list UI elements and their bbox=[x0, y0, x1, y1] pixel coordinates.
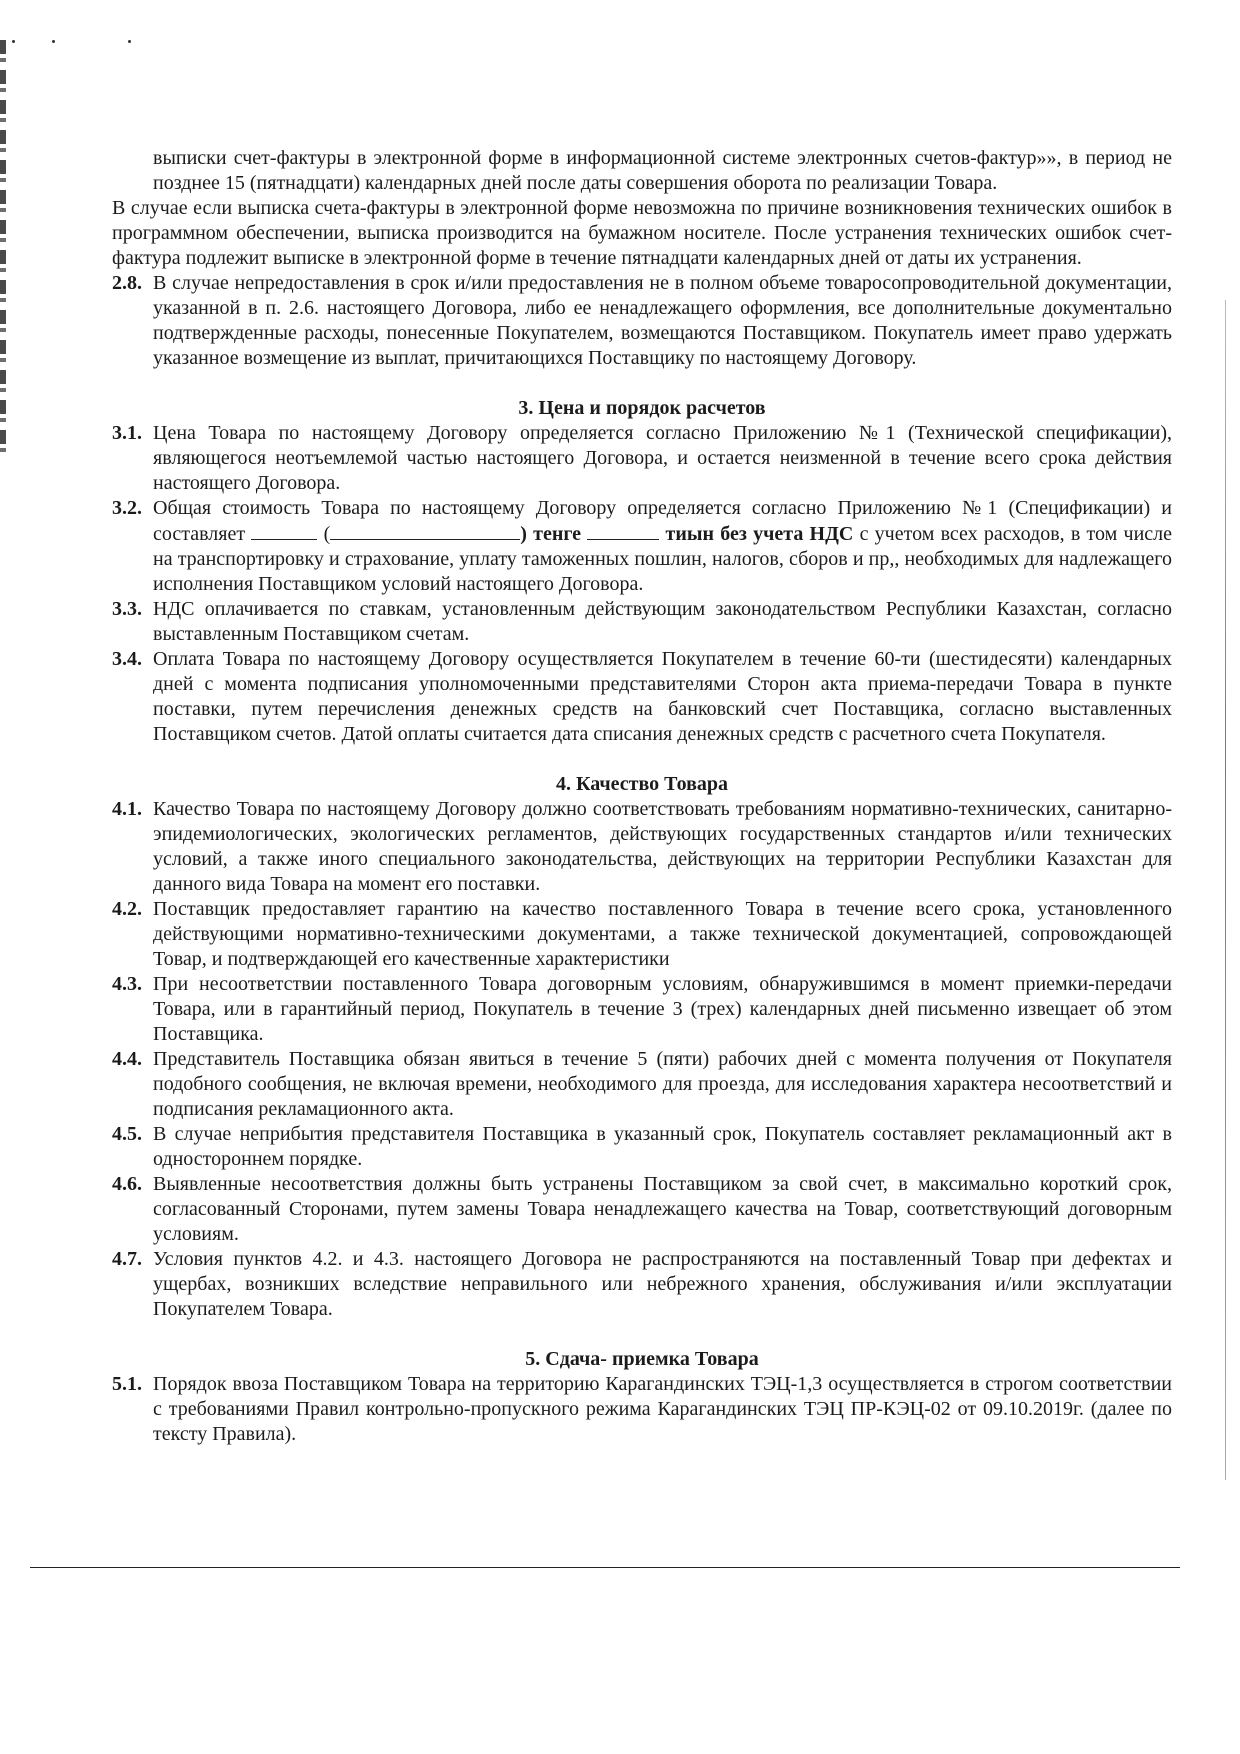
clause-number: 4.3. bbox=[112, 973, 142, 995]
clause-text: с учетом всех расходов, в том числе на транспортировку и страхование, уплату таможенных пошлин, налогов, сборов и пр,, необходимых для надлежащего исполнения Поставщиком условий настоящего Договора. bbox=[153, 523, 1173, 595]
clause-4-3 bbox=[112, 972, 1172, 1047]
document-page bbox=[112, 146, 1172, 1447]
scan-strike-line bbox=[30, 1567, 1180, 1568]
currency-label: ) тенге bbox=[520, 523, 582, 545]
clause-text: Поставщик предоставляет гарантию на качество поставленного Товара в течение всего срока, установленного действующими нормативно-техническими документами, а также технической документацией, сопровождающей Товар, и подтверждающей его качественные характеристики bbox=[153, 898, 1172, 970]
amount-words-blank bbox=[330, 521, 520, 540]
vat-note: тиын без учета НДС bbox=[665, 523, 854, 545]
amount-blank bbox=[251, 521, 317, 540]
clause-3-4 bbox=[112, 647, 1172, 747]
clause-number: 5.1. bbox=[112, 1373, 142, 1395]
clause-text: Порядок ввоза Поставщиком Товара на территорию Карагандинских ТЭЦ-1,3 осуществляется в строгом соответствии с требованиями Правил контрольно-пропускного режима Карагандинских ТЭЦ ПР-КЭЦ-02 от 09.10.2019г. (далее по тексту Правила). bbox=[153, 1373, 1172, 1445]
section-5-title: 5. Сдача- приемка Товара bbox=[525, 1348, 759, 1370]
tiyn-blank bbox=[587, 521, 659, 540]
clause-5-1 bbox=[112, 1372, 1172, 1447]
clause-3-3 bbox=[112, 597, 1172, 647]
clause-number: 4.4. bbox=[112, 1048, 142, 1070]
clause-text: Общая стоимость Товара по настоящему Договору определяется согласно Приложению №1 (Спецификации) и составляет bbox=[153, 497, 1172, 545]
clause-4-6 bbox=[112, 1172, 1172, 1247]
clause-text: При несоответствии поставленного Товара договорным условиям, обнаружившимся в момент приемки-передачи Товара, или в гарантийный период, Покупатель в течение 3 (трех) календарных дней письменно извещает об этом Поставщика. bbox=[153, 973, 1172, 1045]
clause-text: НДС оплачивается по ставкам, установленным действующим законодательством Республики Казахстан, согласно выставленным Поставщиком счетам. bbox=[153, 598, 1172, 645]
clause-text: Цена Товара по настоящему Договору определяется согласно Приложению №1 (Технической спецификации), являющегося неотъемлемой частью настоящего Договора, и остается неизменной в течение всего срока действия настоящего Договора. bbox=[153, 422, 1172, 494]
scan-speck bbox=[128, 40, 131, 43]
clause-4-5 bbox=[112, 1122, 1172, 1172]
clause-number: 4.7. bbox=[112, 1248, 142, 1270]
scan-edge-artifact bbox=[0, 40, 6, 460]
clause-number: 3.4. bbox=[112, 648, 142, 670]
clause-4-7 bbox=[112, 1247, 1172, 1322]
clause-number: 4.1. bbox=[112, 798, 142, 820]
clause-4-1 bbox=[112, 797, 1172, 897]
clause-text: Качество Товара по настоящему Договору должно соответствовать требованиям нормативно-технических, санитарно-эпидемиологических, экологических регламентов, действующих государственных стандартов и/или технических условий, а также иного специального законодательства, действующих на территории Республики Казахстан для данного вида Товара на момент его поставки. bbox=[153, 798, 1172, 895]
scan-right-edge bbox=[1225, 300, 1226, 1480]
clause-text: Оплата Товара по настоящему Договору осуществляется Покупателем в течение 60-ти (шестидесяти) календарных дней с момента подписания уполномоченными представителями Сторон акта приема-передачи Товара в пункте поставки, путем перечисления денежных средств на банковский счет Поставщика, согласно выставленных Поставщиком счетов. Датой оплаты считается дата списания денежных средств с расчетного счета Покупателя. bbox=[153, 648, 1172, 745]
scan-speck bbox=[12, 40, 15, 43]
clause-number: 3.3. bbox=[112, 598, 142, 620]
clause-text: ( bbox=[323, 523, 331, 545]
clause-text: Выявленные несоответствия должны быть устранены Поставщиком за свой счет, в максимально короткий срок, согласованный Сторонами, путем замены Товара ненадлежащего качества на Товар, соответствующий договорным условиям. bbox=[153, 1173, 1172, 1245]
clause-number: 4.5. bbox=[112, 1123, 142, 1145]
scan-speck bbox=[52, 40, 55, 43]
clause-text: Условия пунктов 4.2. и 4.3. настоящего Договора не распространяются на поставленный Товар при дефектах и ущербах, возникших вследствие неправильного или небрежного хранения, обслуживания и/или эксплуатации Покупателем Товара. bbox=[153, 1248, 1172, 1320]
clause-3-2 bbox=[112, 496, 1172, 597]
clause-text: Представитель Поставщика обязан явиться в течение 5 (пяти) рабочих дней с момента получения от Покупателя подобного сообщения, не включая времени, необходимого для проезда, для исследования характера несоответствий и подписания рекламационного акта. bbox=[153, 1048, 1172, 1120]
clause-text: В случае непредоставления в срок и/или предоставления не в полном объеме товаросопроводительной документации, указанной в п. 2.6. настоящего Договора, либо ее ненадлежащего оформления, все дополнительные документально подтвержденные расходы, понесенные Покупателем, возмещаются Поставщиком. Покупатель имеет право удержать указанное возмещение из выплат, причитающихся Поставщику по настоящему Договору. bbox=[153, 272, 1172, 369]
clause-2-8 bbox=[112, 271, 1172, 371]
clause-4-4 bbox=[112, 1047, 1172, 1122]
clause-number: 3.2. bbox=[112, 497, 142, 519]
clause-text: В случае неприбытия представителя Поставщика в указанный срок, Покупатель составляет рекламационный акт в одностороннем порядке. bbox=[153, 1123, 1172, 1170]
clause-4-2 bbox=[112, 897, 1172, 972]
section-3-title: 3. Цена и порядок расчетов bbox=[518, 397, 766, 419]
clause-3-1 bbox=[112, 421, 1172, 496]
intro-paragraph-2: В случае если выписка счета-фактуры в электронной форме невозможна по причине возникновения технических ошибок в программном обеспечении, выписка производится на бумажном носителе. После устранения технических ошибок счет-фактура подлежит выписке в электронной форме в течение пятнадцати календарных дней от даты их устранения. bbox=[112, 197, 1172, 269]
section-4-title: 4. Качество Товара bbox=[555, 773, 729, 795]
clause-number: 4.2. bbox=[112, 898, 142, 920]
clause-number: 3.1. bbox=[112, 422, 142, 444]
clause-number: 2.8. bbox=[112, 272, 142, 294]
clause-number: 4.6. bbox=[112, 1173, 142, 1195]
intro-paragraph-1: выписки счет-фактуры в электронной форме в информационной системе электронных счетов-фактур»», в период не позднее 15 (пятнадцати) календарных дней после даты совершения оборота по реализации Товара. bbox=[153, 147, 1172, 194]
